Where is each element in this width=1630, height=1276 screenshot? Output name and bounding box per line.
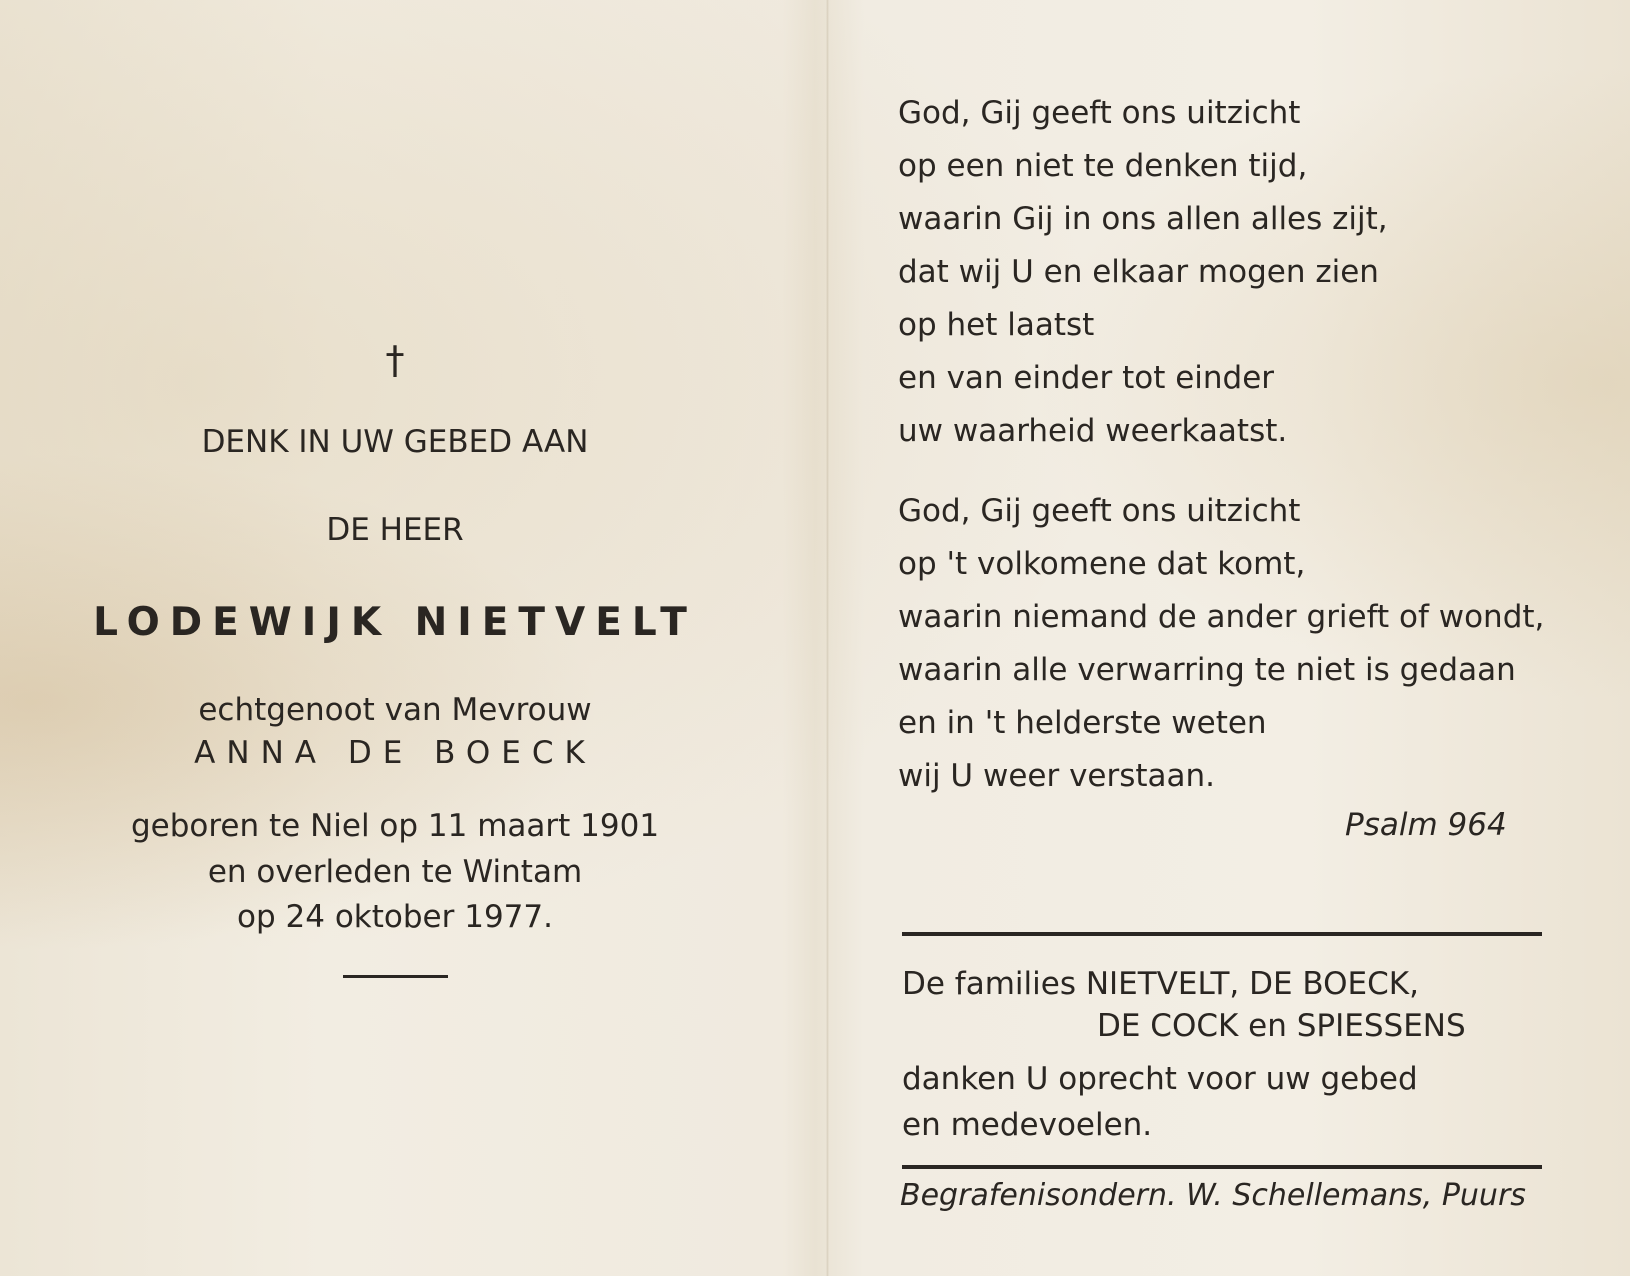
poem-line: waarin alle verwarring te niet is gedaan: [898, 652, 1516, 688]
poem-line: God, Gij geeft ons uitzicht: [898, 95, 1301, 131]
poem-line: op het laatst: [898, 307, 1095, 343]
thanks-line-1: danken U oprecht voor uw gebed: [902, 1061, 1418, 1097]
divider-bottom: [902, 1165, 1542, 1169]
poem-line: dat wij U en elkaar mogen zien: [898, 254, 1379, 290]
heading-text: DENK IN UW GEBED AAN: [201, 424, 589, 460]
deceased-name: LODEWIJK NIETVELT: [93, 600, 697, 645]
poem-line: op een niet te denken tijd,: [898, 148, 1308, 184]
death-line: en overleden te Wintam: [207, 854, 583, 890]
poem-line: op 't volkomene dat komt,: [898, 546, 1306, 582]
birth-line: geboren te Niel op 11 maart 1901: [130, 808, 660, 844]
thanks-line-2: en medevoelen.: [902, 1107, 1153, 1143]
poem-line: waarin niemand de ander grieft of wondt,: [898, 599, 1545, 635]
poem-stanza-1: [898, 87, 1388, 458]
poem-line: en in 't helderste weten: [898, 705, 1267, 741]
psalm-reference: Psalm 964: [1345, 807, 1507, 843]
title-text: DE HEER: [326, 512, 464, 548]
poem-line: wij U weer verstaan.: [898, 758, 1216, 794]
families-line-2: DE COCK en SPIESSENS: [1097, 1008, 1466, 1044]
divider-top: [902, 932, 1542, 936]
poem-line: God, Gij geeft ons uitzicht: [898, 493, 1301, 529]
poem-stanza-2: [898, 485, 1544, 803]
poem-line: waarin Gij in ons allen alles zijt,: [898, 201, 1388, 237]
death-date-line: op 24 oktober 1977.: [237, 899, 553, 935]
undertaker-credit: Begrafenisondern. W. Schellemans, Puurs: [900, 1178, 1526, 1213]
poem-line: uw waarheid weerkaatst.: [898, 413, 1288, 449]
poem-line: en van einder tot einder: [898, 360, 1275, 396]
families-line-1: De families NIETVELT, DE BOECK,: [902, 966, 1419, 1002]
spouse-name: ANNA DE BOECK: [194, 735, 596, 771]
short-divider: [343, 975, 448, 978]
cross-symbol: †: [385, 338, 405, 382]
right-panel: [829, 0, 1630, 1276]
spouse-label: echtgenoot van Mevrouw: [198, 692, 592, 728]
